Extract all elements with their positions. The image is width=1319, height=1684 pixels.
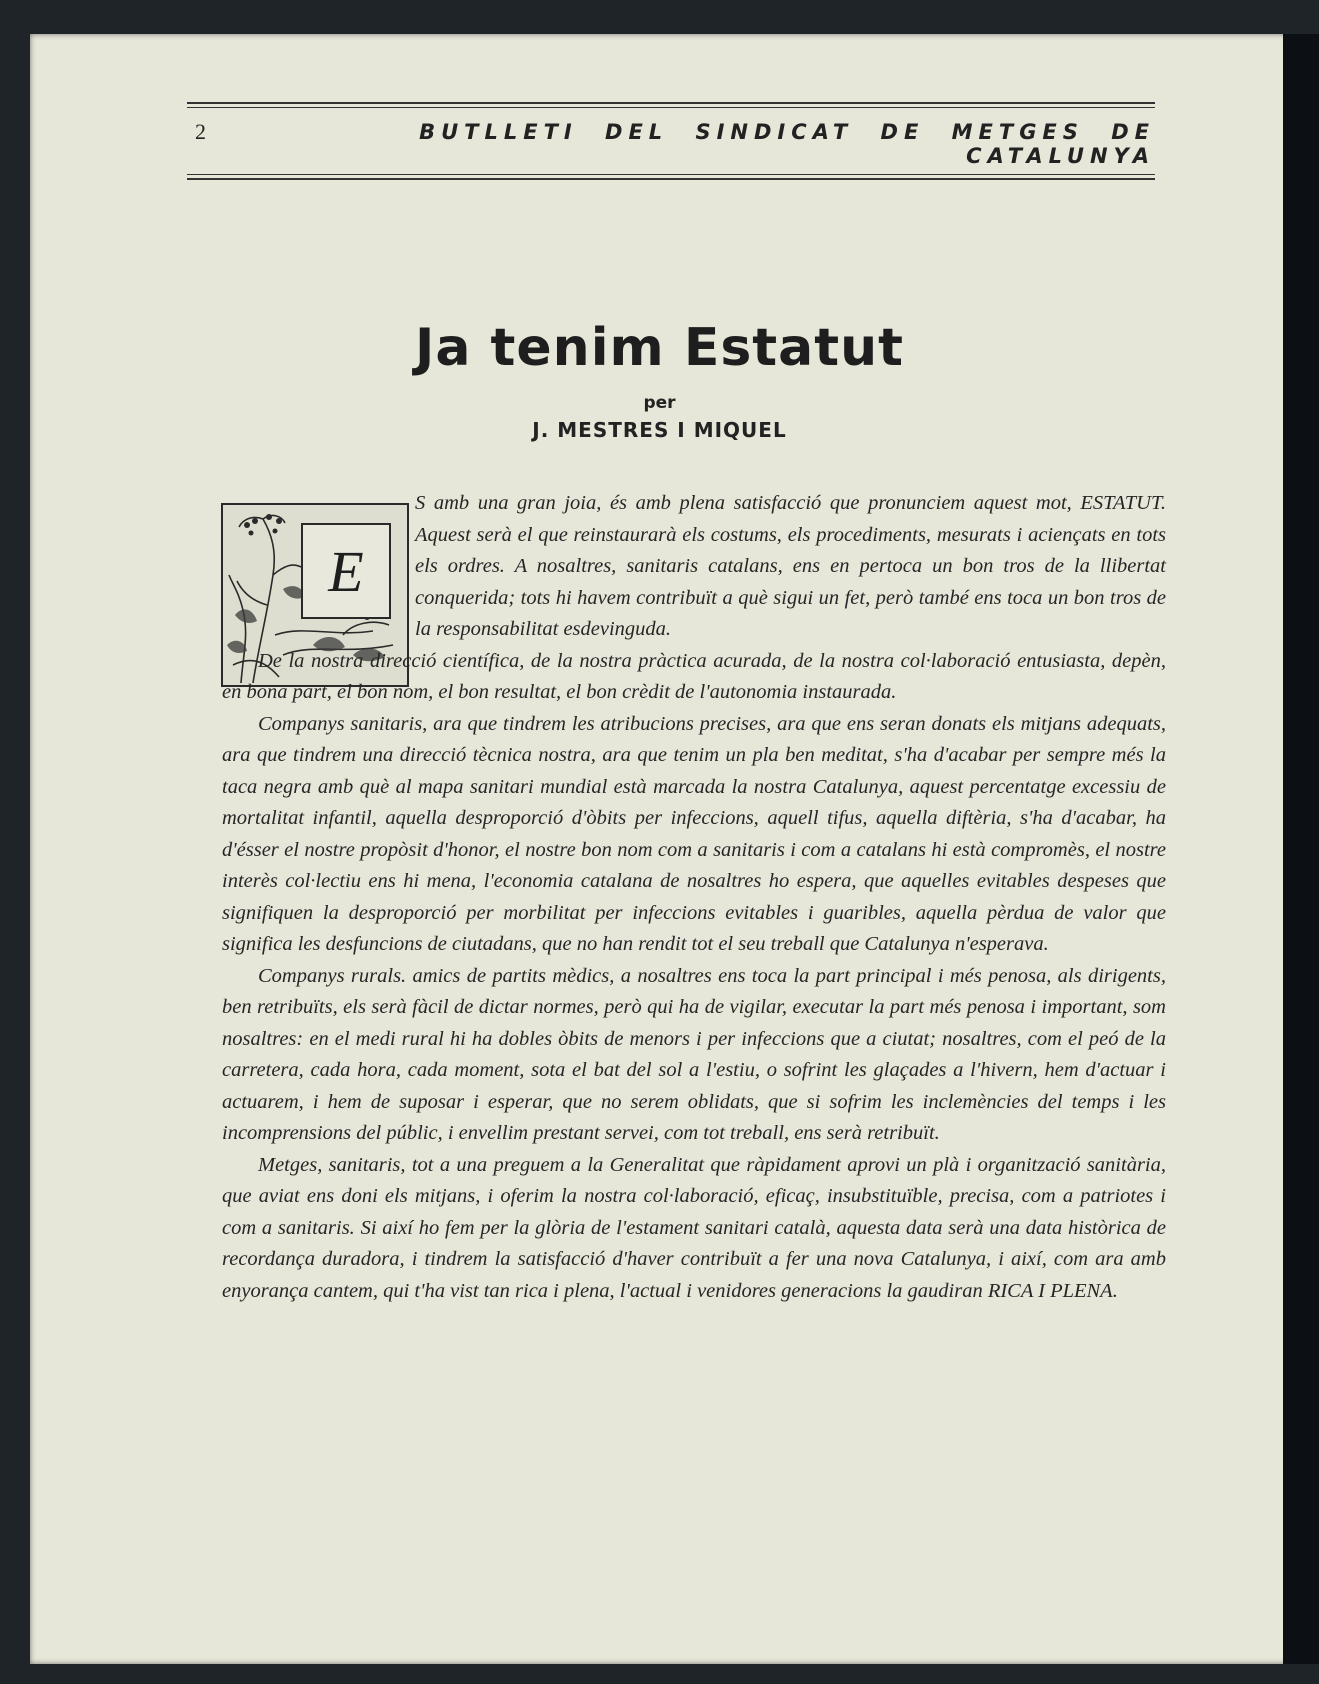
header-rule-bottom [187, 178, 1155, 180]
scan-background-edge [1283, 34, 1319, 1664]
running-header [187, 102, 1155, 183]
paragraph-5: Metges, sanitaris, tot a una preguem a la Generalitat que ràpidament aprovi un plà i organització sanitària, que aviat ens doni els mitjans, i oferim la nostra col·laboració, eficaç, insubstituïble, precisa, com a patriotes i com a sanitaris. Si així ho fem per la glòria de l'estament sanitari català, aquesta data serà una data històrica de recordança duradora, i tindrem la satisfacció d'haver contribuït a fer una nova Catalunya, i així, com ara amb enyorança cantem, qui t'ha vist tan rica i plena, l'actual i venidores generacions la gaudiran RICA I PLENA. [222, 1153, 1166, 1302]
header-row [187, 111, 1155, 174]
drop-cap-letter: E [301, 523, 391, 619]
article-title: Ja tenim Estatut [415, 318, 904, 378]
journal-title: BUTLLETI DEL SINDICAT DE METGES DE CATALUNYA [419, 120, 1155, 168]
paragraph-3: Companys sanitaris, ara que tindrem les atribucions precises, ara que ens seran donats els mitjans adequats, ara que tindrem una direcció tècnica nostra, ara que tenim un pla ben meditat, s'ha d'acabar per sempre més la taca negra amb què al mapa sanitari mundial està marcada la nostra Catalunya, aquest percentatge excessiu de mortalitat infantil, aquella desproporció d'òbits per infeccions, aquell tifus, aquella diftèria, s'ha d'acabar, ha d'ésser el nostre propòsit d'honor, el nostre bon nom com a sanitaris i com a catalans hi està compromès, el nostre interès col·lectiu ens hi mena, l'economia catalana de nosaltres ho espera, que aquelles evitables despeses que signifiquen la desproporció per morbilitat per infeccions evitables i guaribles, aquella pèrdua de valor que significa les desfuncions de ciutadans, que no han rendit tot el seu treball que Catalunya n'esperava. [222, 712, 1166, 955]
header-rule-bottom-thin [187, 174, 1155, 175]
header-rule-top-thin [187, 107, 1155, 108]
paragraph-2: De la nostra direcció científica, de la nostra pràctica acurada, de la nostra col·laboració entusiasta, depèn, en bona part, el bon nom, el bon resultat, el bon crèdit de l'autonomia instaurada. [222, 649, 1166, 703]
article-author: J. MESTRES I MIQUEL [532, 418, 787, 442]
byline-prefix: per [643, 393, 676, 413]
paragraph-4: Companys rurals. amics de partits mèdics, a nosaltres ens toca la part principal i més penosa, als dirigents, ben retribuïts, els serà fàcil de dictar normes, però qui ha de vigilar, executar la part més penosa i important, som nosaltres: en el medi rural hi ha dobles òbits de menors i per infeccions que a ciutat; nosaltres, com el peó de la carretera, cada hora, cada moment, sota el bat del sol a l'estiu, o sofrint les glaçades a l'hivern, hem d'actuar i actuarem, i hem de suposar i esperar, que no serem oblidats, que si sofrim les inclemències del temps i les incomprensions del públic, i envellim prestant servei, com tot treball, ens serà retribuït. [222, 964, 1166, 1144]
header-rule-top [187, 102, 1155, 104]
page-number: 2 [195, 119, 206, 144]
article-body [222, 488, 1166, 1307]
paragraph-1: S amb una gran joia, és amb plena satisfacció que pronunciem aquest mot, ESTATUT. Aquest serà el que reinstaurarà els costums, els procediments, mesurats i aciençats en tots els ordres. A nosaltres, sanitaris catalans, ens en pertoca un bon tros de la llibertat conquerida; tots hi havem contribuït a què sigui un fet, però també ens toca un bon tros de la responsabilitat esdevinguda. [415, 492, 1166, 640]
